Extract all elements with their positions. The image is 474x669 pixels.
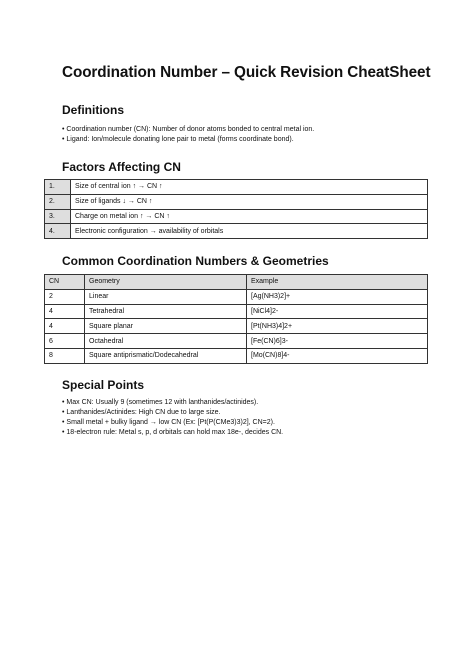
list-item: • 18-electron rule: Metal s, p, d orbitals can hold max 18e-, decides CN.	[62, 428, 283, 438]
factors-table	[44, 179, 428, 239]
table-cell: Octahedral	[85, 334, 247, 349]
geometries-table	[44, 274, 428, 364]
table-cell: 4	[45, 319, 85, 334]
column-header: Geometry	[85, 275, 247, 290]
table-cell: 2.	[45, 194, 71, 209]
table-cell: Tetrahedral	[85, 304, 247, 319]
list-item: • Lanthanides/Actinides: High CN due to large size.	[62, 408, 283, 418]
table-cell: 4.	[45, 224, 71, 239]
table-cell: Square antiprismatic/Dodecahedral	[85, 348, 247, 363]
table-cell: 3.	[45, 209, 71, 224]
column-header: Example	[247, 275, 428, 290]
table-cell: 2	[45, 289, 85, 304]
table-cell: Linear	[85, 289, 247, 304]
table-cell: 1.	[45, 180, 71, 195]
table-row	[45, 304, 428, 319]
special-heading: Special Points	[62, 378, 145, 392]
list-item: • Small metal + bulky ligand → low CN (Ex: [Pt(P(CMe3)3)2], CN=2).	[62, 418, 283, 428]
table-cell: [Mo(CN)8]4-	[247, 348, 428, 363]
factors-heading: Factors Affecting CN	[62, 160, 181, 174]
column-header: CN	[45, 275, 85, 290]
definitions-heading: Definitions	[62, 103, 124, 117]
table-cell: Size of ligands ↓ → CN ↑	[71, 194, 428, 209]
table-cell: [NiCl4]2-	[247, 304, 428, 319]
table-cell: 8	[45, 348, 85, 363]
table-cell: [Pt(NH3)4]2+	[247, 319, 428, 334]
table-row	[45, 224, 428, 239]
list-item: • Coordination number (CN): Number of donor atoms bonded to central metal ion.	[62, 125, 314, 135]
table-cell: 4	[45, 304, 85, 319]
table-row	[45, 289, 428, 304]
table-cell: 6	[45, 334, 85, 349]
table-header-row	[45, 275, 428, 290]
table-row	[45, 334, 428, 349]
table-cell: Electronic configuration → availability of orbitals	[71, 224, 428, 239]
page-title: Coordination Number – Quick Revision CheatSheet	[62, 64, 431, 81]
table-row	[45, 194, 428, 209]
special-list	[62, 398, 283, 438]
table-cell: Size of central ion ↑ → CN ↑	[71, 180, 428, 195]
table-row	[45, 348, 428, 363]
table-cell: [Ag(NH3)2]+	[247, 289, 428, 304]
table-row	[45, 319, 428, 334]
list-item: • Max CN: Usually 9 (sometimes 12 with lanthanides/actinides).	[62, 398, 283, 408]
table-cell: Square planar	[85, 319, 247, 334]
common-heading: Common Coordination Numbers & Geometries	[62, 254, 329, 268]
list-item: • Ligand: Ion/molecule donating lone pair to metal (forms coordinate bond).	[62, 135, 314, 145]
definitions-list	[62, 125, 314, 145]
table-row	[45, 180, 428, 195]
table-row	[45, 209, 428, 224]
table-cell: Charge on metal ion ↑ → CN ↑	[71, 209, 428, 224]
table-cell: [Fe(CN)6]3-	[247, 334, 428, 349]
